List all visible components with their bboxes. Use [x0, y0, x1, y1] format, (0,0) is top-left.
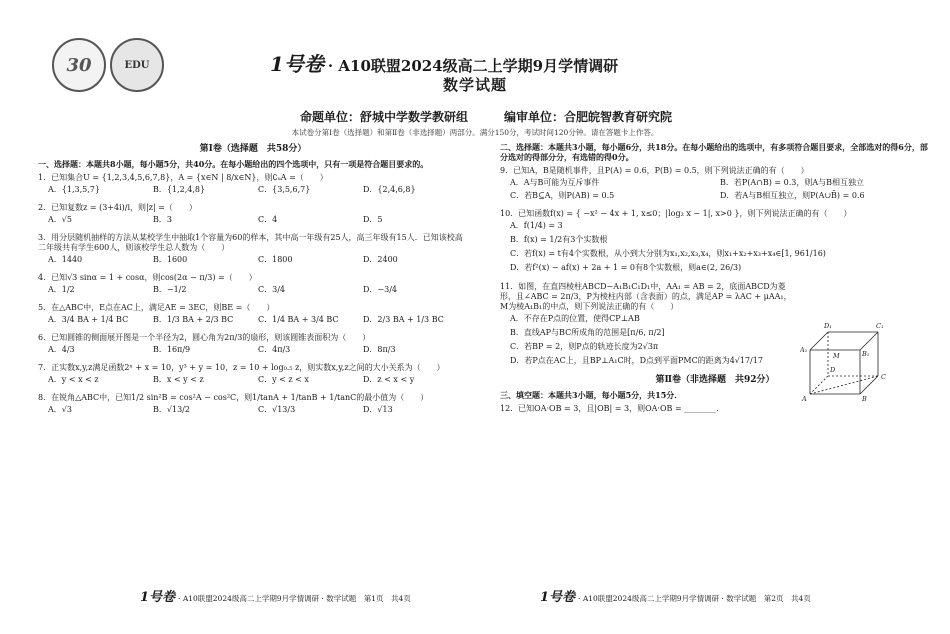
option-d: D．−3/4 — [363, 285, 397, 295]
option-c: C．3/4 — [258, 285, 285, 295]
logo-text: EDU — [124, 59, 150, 71]
proposer-label: 命题单位： — [300, 110, 361, 124]
option-d: D．{2,4,6,8} — [363, 185, 416, 195]
question-stem: 10．已知函数f(x) = { −x² − 4x + 1, x≤0；|log₂ x − 1|, x>0 }，则下列说法正确的有（ ） — [500, 209, 852, 218]
option-b: B．若P(A∩B) = 0.3，则A与B相互独立 — [720, 178, 865, 187]
option-c: C．√13/3 — [258, 405, 296, 415]
proposer: 舒城中学数学教研组 — [360, 110, 469, 124]
option-b: B．{1,2,4,8} — [153, 185, 206, 195]
exam-note: 本试卷分第Ⅰ卷（选择题）和第Ⅱ卷（非选择题）两部分。满分150分，考试时间120分钟。请在答题卡上作答。 — [291, 128, 659, 137]
question — [500, 209, 930, 277]
question-stem: 4．已知√3 sinα = 1 + cosα，则cos(2α − π/3) =（ ） — [38, 273, 257, 283]
option-d: D．若P点在AC上，且BP⊥A₁C时，D点到平面PMC的距离为4√17/17 — [510, 356, 763, 365]
option-c: C．4π/3 — [258, 345, 291, 355]
question — [38, 333, 468, 358]
question — [38, 363, 468, 388]
label-b1: B₁ — [862, 350, 870, 358]
label-c: C — [881, 373, 886, 381]
question-12: 12．已知OA·OB = 3，且|OB| = 3，则OA·OB = ________． — [500, 404, 725, 414]
question — [38, 303, 468, 328]
option-b: B．−1/2 — [153, 285, 187, 295]
footer-right — [540, 586, 811, 605]
footer-brand: 1号卷 — [540, 590, 576, 605]
option-c: C．若f(x) = t有4个实数根，从小到大分别为x₁,x₂,x₃,x₄，则x₁+x₂+x₃+x₄∈[1, 961/16) — [510, 249, 826, 258]
option-d: D．√13 — [363, 405, 393, 415]
question-stem: 1．已知集合U = {1,2,3,4,5,6,7,8}，A = {x∈N | 8/x∈N}，则∁ᵤA =（ ） — [38, 173, 328, 183]
option-c: C．1/4 BA + 3/4 BC — [258, 315, 339, 325]
option-a: A．4/3 — [48, 345, 75, 355]
label-d1: D₁ — [824, 322, 832, 330]
option-a: A．1/2 — [48, 285, 75, 295]
option-a: A．√5 — [48, 215, 72, 225]
footer-left — [140, 586, 411, 605]
reviewer-label: 编审单位： — [504, 110, 565, 124]
label-a: A — [802, 395, 807, 402]
footer-text: · A10联盟2024级高二上学期9月学情调研 · 数学试题 第1页 共4页 — [178, 594, 411, 603]
option-a: A．1440 — [48, 255, 83, 265]
label-a1: A₁ — [800, 346, 808, 354]
question-stem: 7．正实数x,y,z满足函数2ˣ + x = 10，y³ + y = 10，z = 10 + log₀.₅ z，则实数x,y,z之间的大小关系为（ ） — [38, 363, 445, 373]
option-a: A．√3 — [48, 405, 72, 415]
option-c: C．y < z < x — [258, 375, 309, 385]
question-stem: 5．在△ABC中，E点在AC上，满足AE = 3EC，则BE =（ ） — [38, 303, 275, 313]
option-d: D．若A与B相互独立，则P(A∪B̄) = 0.6 — [720, 191, 865, 200]
options — [48, 285, 468, 298]
exam-title-text: · A10联盟2024级高二上学期9月学情调研 — [327, 57, 619, 75]
question-stem: 6．已知圆锥的侧面展开图是一个半径为2，圆心角为2π/3的扇形，则该圆锥表面积为（ ） — [38, 333, 371, 343]
question — [500, 166, 930, 204]
section2-intro: 二、选择题：本题共3小题，每小题6分，共18分。在每小题给出的选项中，有多项符合题目要求，全部选对的得6分，部分选对的得部分分，有选错的得0分。 — [500, 142, 928, 162]
prism-figure — [800, 312, 930, 402]
option-d: D．2400 — [363, 255, 398, 265]
label-d: D — [830, 366, 836, 374]
question — [38, 203, 468, 228]
option-d: D．若f²(x) − af(x) + 2a + 1 = 0有8个实数根，则a∈(2, 26/3) — [510, 263, 742, 272]
options — [48, 215, 468, 228]
option-a: A．不存在P点的位置，使得CP⊥AB — [510, 314, 640, 323]
question — [38, 273, 468, 298]
question-stem: 9．已知A，B是随机事件，且P(A) = 0.6，P(B) = 0.5，则下列说法正确的有（ ） — [500, 166, 809, 175]
options — [48, 375, 468, 388]
question-stem: 3．用分层随机抽样的方法从某校学生中抽取1个容量为60的样本，其中高一年级有25人，高三年级有15人．已知该校高二年级共有学生600人，则该校学生总人数为（ ） — [38, 233, 463, 253]
option-b: B．直线AP与BC所成角的范围是[π/6, π/2] — [510, 328, 665, 337]
options — [48, 255, 468, 268]
section1-intro: 一、选择题：本题共8小题，每小题5分，共40分。在每小题给出的四个选项中，只有一项是符合题目要求的。 — [38, 159, 429, 170]
right-column — [500, 142, 930, 416]
option-a: A．A与B可能为互斥事件 — [510, 178, 600, 187]
option-b: B．f(x) = 1/2有3个实数根 — [510, 235, 608, 244]
option-b: B．16π/9 — [153, 345, 191, 355]
footer-text: · A10联盟2024级高二上学期9月学情调研 · 数学试题 第2页 共4页 — [578, 594, 811, 603]
label-b: B — [862, 395, 867, 402]
question-stem: 11．如图，在直四棱柱ABCD−A₁B₁C₁D₁中，AA₁ = AB = 2，底面ABCD为菱形，且∠ABC = 2π/3，P为棱柱内部（含表面）的点，满足AP = λAC + μAA₁，M为棱A₁B₁的中点，则下列说法正确的有（ ） — [500, 282, 792, 311]
part2-title: 第Ⅱ卷（非选择题 共92分） — [655, 375, 775, 385]
option-b: B．1/3 BA + 2/3 BC — [153, 315, 234, 325]
options — [48, 345, 468, 358]
option-a: A．y < x < z — [48, 375, 99, 385]
logo-text: 30 — [66, 54, 92, 76]
label-m: M — [833, 352, 840, 360]
units-line — [300, 108, 672, 125]
option-c: C．若B⊆A，则P(AB) = 0.5 — [510, 191, 615, 200]
subject-title: 数学试题 — [442, 76, 507, 94]
footer-brand: 1号卷 — [140, 590, 176, 605]
question-stem: 8．在锐角△ABC中，已知1/2 sin²B = cos²A − cos²C，则1/tanA + 1/tanB + 1/tanC的最小值为（ ） — [38, 393, 429, 403]
left-column — [38, 142, 468, 423]
section3-intro: 三、填空题：本题共3小题，每小题5分，共15分． — [500, 390, 683, 401]
options — [48, 315, 468, 328]
question-stem: 2．已知复数z = (3+4i)/i，则|z| =（ ） — [38, 203, 197, 213]
option-d: D．5 — [363, 215, 383, 225]
label-c1: C₁ — [876, 322, 884, 330]
option-a: A．f(1/4) = 3 — [510, 221, 563, 230]
option-b: B．x < y < z — [153, 375, 204, 385]
option-d: D．2/3 BA + 1/3 BC — [363, 315, 444, 325]
option-b: B．1600 — [153, 255, 188, 265]
question — [38, 233, 468, 268]
option-c: C．{3,5,6,7} — [258, 185, 311, 195]
option-b: B．3 — [153, 215, 172, 225]
question — [38, 173, 468, 198]
option-c: C．4 — [258, 215, 278, 225]
option-c: C．若BP = 2，则P点的轨迹长度为2√3π — [510, 342, 659, 351]
option-d: D．z < x < y — [363, 375, 415, 385]
option-c: C．1800 — [258, 255, 293, 265]
options — [510, 178, 930, 204]
option-a: A．3/4 BA + 1/4 BC — [48, 315, 129, 325]
brand-mark: 1号卷 — [270, 52, 324, 76]
exam-title — [270, 48, 690, 77]
options — [48, 405, 468, 418]
option-b: B．√13/2 — [153, 405, 190, 415]
option-d: D．8π/3 — [363, 345, 396, 355]
options — [48, 185, 468, 198]
reviewer: 合肥皖智教育研究院 — [564, 110, 673, 124]
question — [38, 393, 468, 418]
part1-title: 第Ⅰ卷（选择题 共58分） — [199, 144, 307, 154]
option-a: A．{1,3,5,7} — [48, 185, 100, 195]
options — [510, 221, 930, 277]
